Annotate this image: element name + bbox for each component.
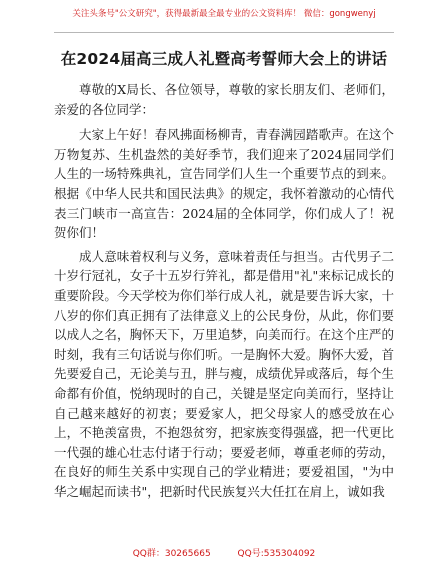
document-body [54, 80, 394, 505]
footer-qq-number: QQ号:535304092 [237, 549, 316, 559]
header-notice: 关注头条号"公文研究"，获得最新最全最专业的公文资料库！ 微信：gongwenyj [72, 9, 376, 19]
body-paragraph-opening: 大家上午好！春风拂面杨柳青，青春满园踏歌声。在这个万物复苏、生机盎然的美好季节，我们迎来了2024届同学们人生的一场特殊典礼，宣告同学们人生一个重要节点的到来。根据《中华人民共和国民法典》的规定，我怀着激动的心情代表三门峡市一高宣告：2024届的全体同学，你们成人了！祝贺你们！ [54, 127, 394, 241]
document-title: 在2024届高三成人礼暨高考誓师大会上的讲话 [60, 50, 388, 68]
footer-contact [0, 546, 448, 559]
body-paragraph-main: 成人意味着权利与义务，意味着责任与担当。古代男子二十岁行冠礼，女子十五岁行笄礼，都是借用"礼"来标记成长的重要阶段。今天学校为你们举行成人礼，就是要告诉大家，十八岁的你们真正拥有了法律意义上的公民身份，从此，你们要以成人之名，胸怀天下，万里追梦，向美而行。在这个庄严的时刻，我有三句话说与你们听。一是胸怀大爱。胸怀大爱，首先要爱自己，无论美与丑，胖与瘦，成绩优异或落后，每个生命都有价值，悦纳现时的自己，关键是坚定向美而行，坚持让自己越来越好的初衷；要爱家人，把父母家人的感受放在心上，不艳羡富贵，不抱怨贫穷，把家族变得强盛，把一代更比一代强的雄心壮志付诸于行动；要爱老师，尊重老师的劳动，在良好的师生关系中实现自己的学业精进；要爱祖国，"为中华之崛起而读书"，把新时代民族复兴大任扛在肩上，诚如我 [54, 248, 394, 499]
header-divider [54, 32, 394, 33]
footer-qq-group: QQ群：30265665 [132, 549, 211, 559]
salutation-paragraph: 尊敬的X局长、各位领导，尊敬的家长朋友们、老师们，亲爱的各位同学： [54, 82, 394, 117]
